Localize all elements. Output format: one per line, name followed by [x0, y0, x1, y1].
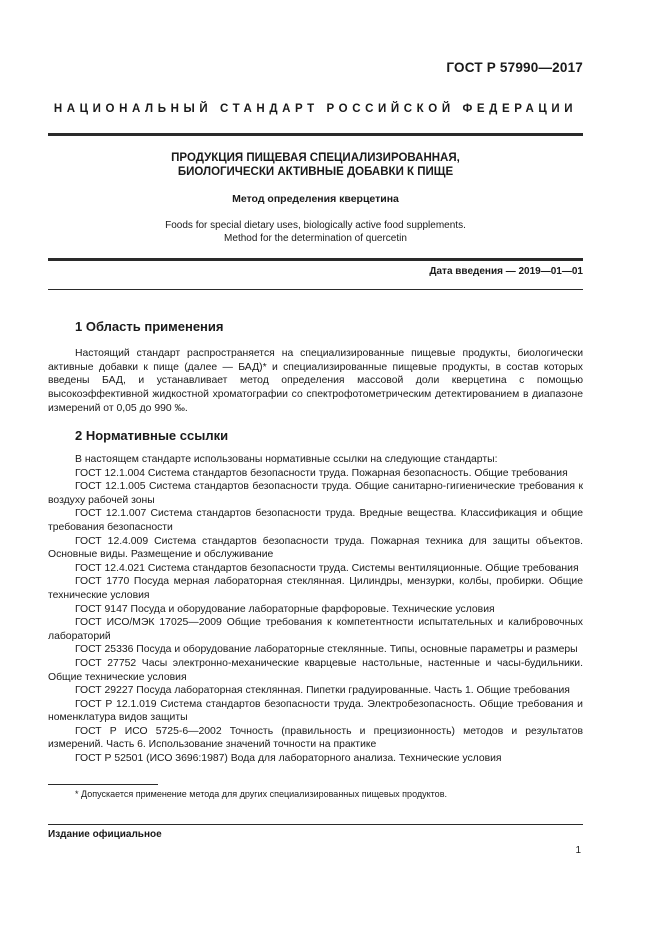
date-divider	[48, 289, 583, 290]
english-title-line-2: Method for the determination of quercetin	[224, 233, 407, 244]
header-divider	[48, 133, 583, 136]
page-number: 1	[575, 845, 581, 856]
list-item: ГОСТ 12.1.004 Система стандартов безопасности труда. Пожарная безопасность. Общие требования	[75, 467, 568, 479]
section-2-heading: 2 Нормативные ссылки	[75, 428, 229, 443]
list-item: ГОСТ Р 12.1.019 Система стандартов безопасности труда. Электробезопасность. Общие требования и номенклатура видов защиты	[48, 698, 583, 724]
title-line-1: ПРОДУКЦИЯ ПИЩЕВАЯ СПЕЦИАЛИЗИРОВАННАЯ,	[171, 152, 460, 164]
list-item: ГОСТ 29227 Посуда лабораторная стеклянная. Пипетки градуированные. Часть 1. Общие требования	[75, 685, 570, 697]
document-subtitle: Метод определения кверцетина	[232, 193, 399, 205]
list-item: ГОСТ 12.4.009 Система стандартов безопасности труда. Пожарная техника для защиты объектов. Основные виды. Размещение и обслуживание	[48, 535, 583, 561]
title-line-2: БИОЛОГИЧЕСКИ АКТИВНЫЕ ДОБАВКИ К ПИЩЕ	[177, 166, 454, 178]
section-1-heading: 1 Область применения	[75, 319, 224, 334]
section-1-paragraph: Настоящий стандарт распространяется на специализированные пищевые продукты, биологически активные добавки к пище (далее — БАД)* и специализированные пищевые продукты, в состав которых введены БАД, и устанавливает метод определения массовой доли кверцетина с помощью высокоэффективной жидкостной хроматографии со спектрофотометрическим детектированием в диапазоне измерений от 0,05 до 990 ‰.	[48, 348, 583, 414]
footnote: * Допускается применение метода для других специализированных пищевых продуктов.	[75, 789, 447, 799]
document-title	[48, 151, 583, 179]
national-standard-banner: НАЦИОНАЛЬНЫЙ СТАНДАРТ РОССИЙСКОЙ ФЕДЕРАЦИИ	[53, 103, 578, 115]
list-item: ГОСТ 12.1.007 Система стандартов безопасности труда. Вредные вещества. Классификация и общие требования безопасности	[48, 508, 583, 533]
normative-references-list	[48, 453, 583, 766]
list-item: ГОСТ 9147 Посуда и оборудование лабораторные фарфоровые. Технические условия	[75, 603, 495, 615]
list-item: ГОСТ Р 52501 (ИСО 3696:1987) Вода для лабораторного анализа. Технические условия	[75, 753, 502, 765]
footnote-divider	[48, 784, 158, 785]
title-divider	[48, 258, 583, 261]
introduction-date: Дата введения — 2019—01—01	[429, 266, 583, 277]
official-edition-label: Издание официальное	[48, 829, 162, 840]
list-item: ГОСТ 1770 Посуда мерная лабораторная стеклянная. Цилиндры, мензурки, колбы, пробирки. Общие технические условия	[48, 576, 583, 601]
list-item: ГОСТ 12.1.005 Система стандартов безопасности труда. Общие санитарно-гигиенические требования к воздуху рабочей зоны	[48, 481, 583, 506]
list-item: ГОСТ Р ИСО 5725-6—2002 Точность (правильность и прецизионность) методов и результатов измерений. Часть 6. Использование значений точности на практике	[48, 725, 583, 751]
list-item: В настоящем стандарте использованы нормативные ссылки на следующие стандарты:	[75, 454, 498, 465]
document-code: ГОСТ Р 57990—2017	[446, 60, 583, 75]
list-item: ГОСТ 27752 Часы электронно-механические кварцевые настольные, настенные и часы-будильники. Общие технические условия	[48, 657, 583, 683]
list-item: ГОСТ 12.4.021 Система стандартов безопасности труда. Системы вентиляционные. Общие требования	[75, 562, 579, 574]
footer-divider	[48, 824, 583, 825]
english-title-line-1: Foods for special dietary uses, biologically active food supplements.	[165, 220, 466, 231]
list-item: ГОСТ ИСО/МЭК 17025—2009 Общие требования к компетентности испытательных и калибровочных лабораторий	[48, 617, 583, 642]
english-title	[48, 219, 583, 245]
list-item: ГОСТ 25336 Посуда и оборудование лабораторные стеклянные. Типы, основные параметры и размеры	[75, 644, 578, 656]
